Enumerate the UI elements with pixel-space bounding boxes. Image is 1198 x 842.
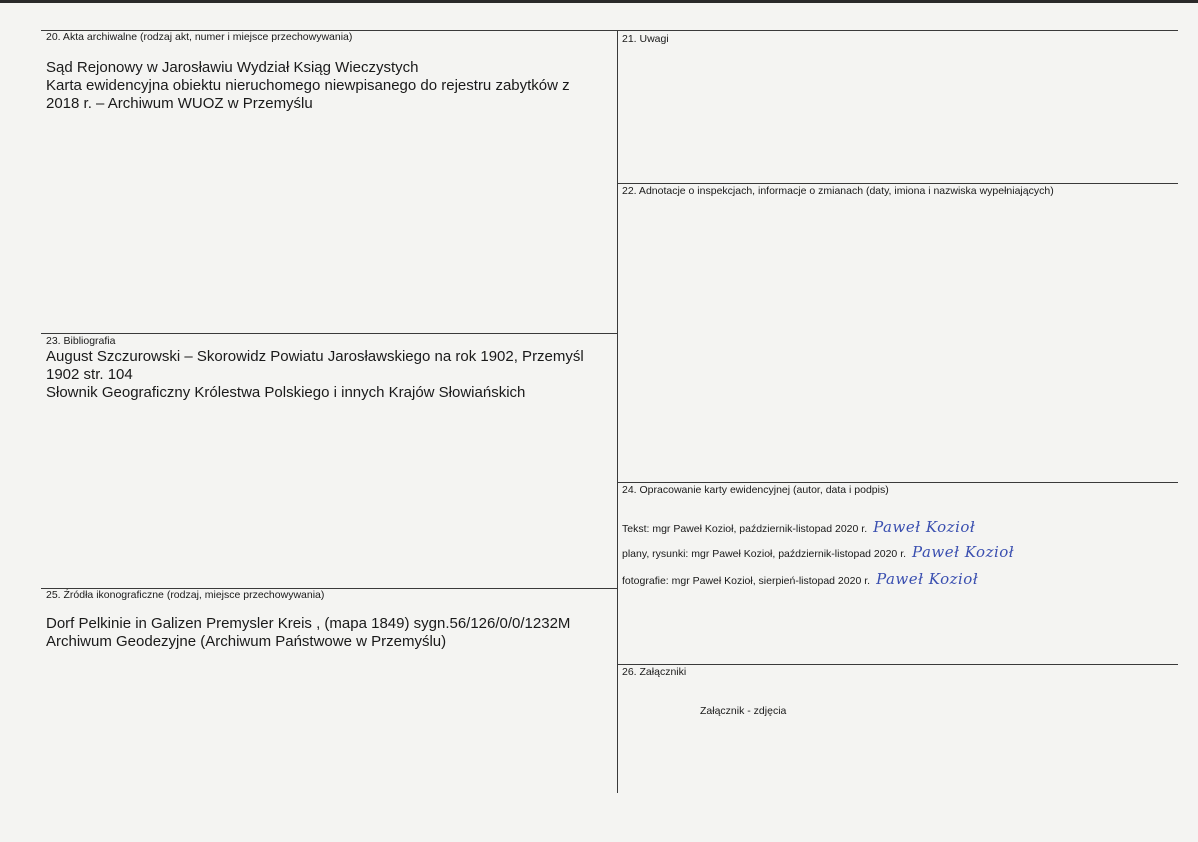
preparation-entry-text [622,518,976,536]
bibliography-line: August Szczurowski – Skorowidz Powiatu Jarosławskiego na rok 1902, Przemyśl [46,348,584,365]
section-20-line: Karta ewidencyjna obiektu nieruchomego niewpisanego do rejestru zabytków z [46,77,570,94]
preparation-entry-photos [622,570,979,588]
handwritten-signature: Paweł Kozioł [876,570,979,588]
entry-text: Tekst: mgr Paweł Kozioł, październik-listopad 2020 r. [622,523,868,535]
bibliography-line: Słownik Geograficzny Królestwa Polskiego i innych Krajów Słowiańskich [46,384,526,401]
section-24-header: 24. Opracowanie karty ewidencyjnej (autor, data i podpis) [622,484,889,496]
entry-text: fotografie: mgr Paweł Kozioł, sierpień-listopad 2020 r. [622,575,871,587]
section-20-line: Sąd Rejonowy w Jarosławiu Wydział Ksiąg Wieczystych [46,59,419,76]
center-divider [617,30,618,793]
section-25-header: 25. Źródła ikonograficzne (rodzaj, miejsce przechowywania) [46,589,325,601]
section-20-line: 2018 r. – Archiwum WUOZ w Przemyślu [46,95,313,112]
bibliography-line: 1902 str. 104 [46,366,133,383]
attachment-item: Załącznik - zdjęcia [700,705,787,717]
rule-23 [41,333,617,334]
section-20-header: 20. Akta archiwalne (rodzaj akt, numer i miejsce przechowywania) [46,31,353,43]
section-26-header: 26. Załączniki [622,666,687,678]
section-23-header: 23. Bibliografia [46,335,116,347]
handwritten-signature: Paweł Kozioł [912,543,1015,561]
entry-text: plany, rysunki: mgr Paweł Kozioł, październik-listopad 2020 r. [622,548,907,560]
preparation-entry-plans [622,543,1015,561]
rule-24 [618,482,1178,483]
source-line: Dorf Pelkinie in Galizen Premysler Kreis , (mapa 1849) sygn.56/126/0/0/1232M [46,615,571,632]
source-line: Archiwum Geodezyjne (Archiwum Państwowe w Przemyślu) [46,633,447,650]
handwritten-signature: Paweł Kozioł [873,518,976,536]
section-21-header: 21. Uwagi [622,33,669,45]
rule-26 [618,664,1178,665]
page-top-edge [0,0,1198,3]
section-22-header: 22. Adnotacje o inspekcjach, informacje o zmianach (daty, imiona i nazwiska wypełniających) [622,185,1054,197]
rule-22 [618,183,1178,184]
